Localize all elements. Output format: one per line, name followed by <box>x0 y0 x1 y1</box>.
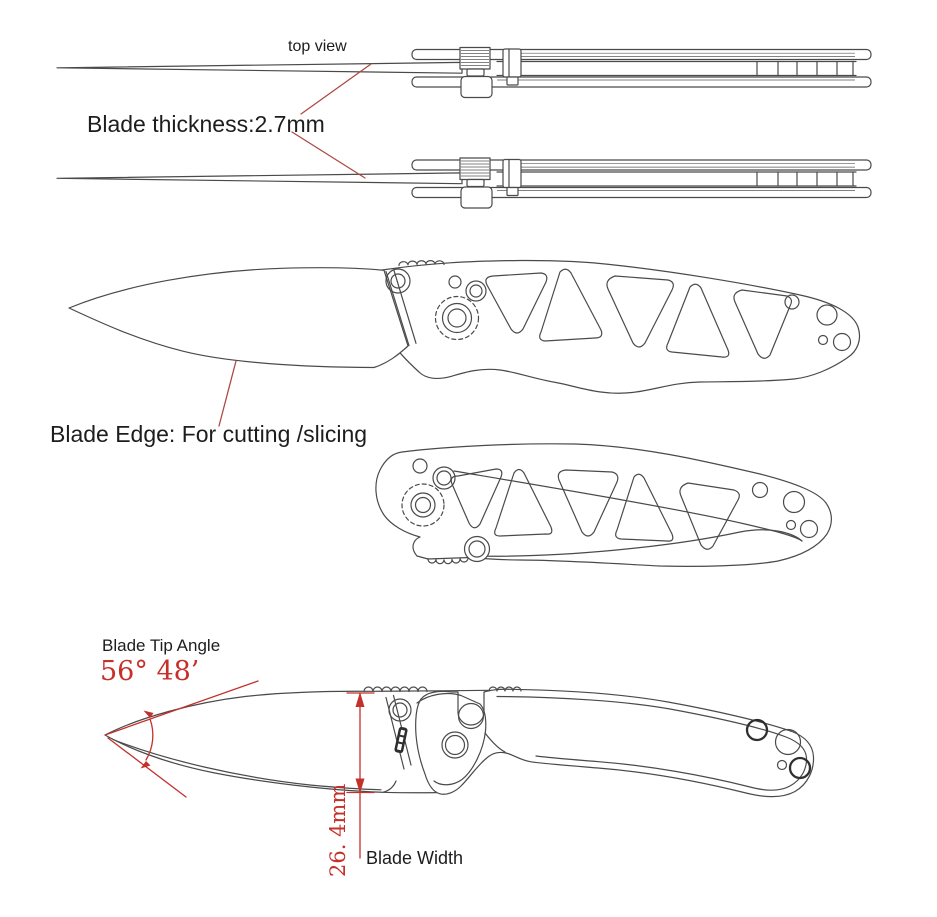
blade-thickness-label: Blade thickness:2.7mm <box>87 111 325 137</box>
blade-tip-angle-title: Blade Tip Angle <box>102 636 221 655</box>
blade-edge-leader-line <box>219 361 236 426</box>
folded-knife-view <box>376 444 831 567</box>
blade-width-value: 26. 4mm <box>326 783 350 877</box>
top-view-knife-2 <box>57 158 871 208</box>
top-view-knife-1 <box>57 48 871 98</box>
blade-tip-angle-value: 56° 48’ <box>100 656 200 687</box>
open-knife-side-view <box>69 260 860 426</box>
dimensioned-knife-view <box>105 687 814 797</box>
blade-width-label: Blade Width <box>366 848 464 868</box>
top-view-label: top view <box>288 38 347 55</box>
blade-edge-label: Blade Edge: For cutting /slicing <box>50 421 368 447</box>
